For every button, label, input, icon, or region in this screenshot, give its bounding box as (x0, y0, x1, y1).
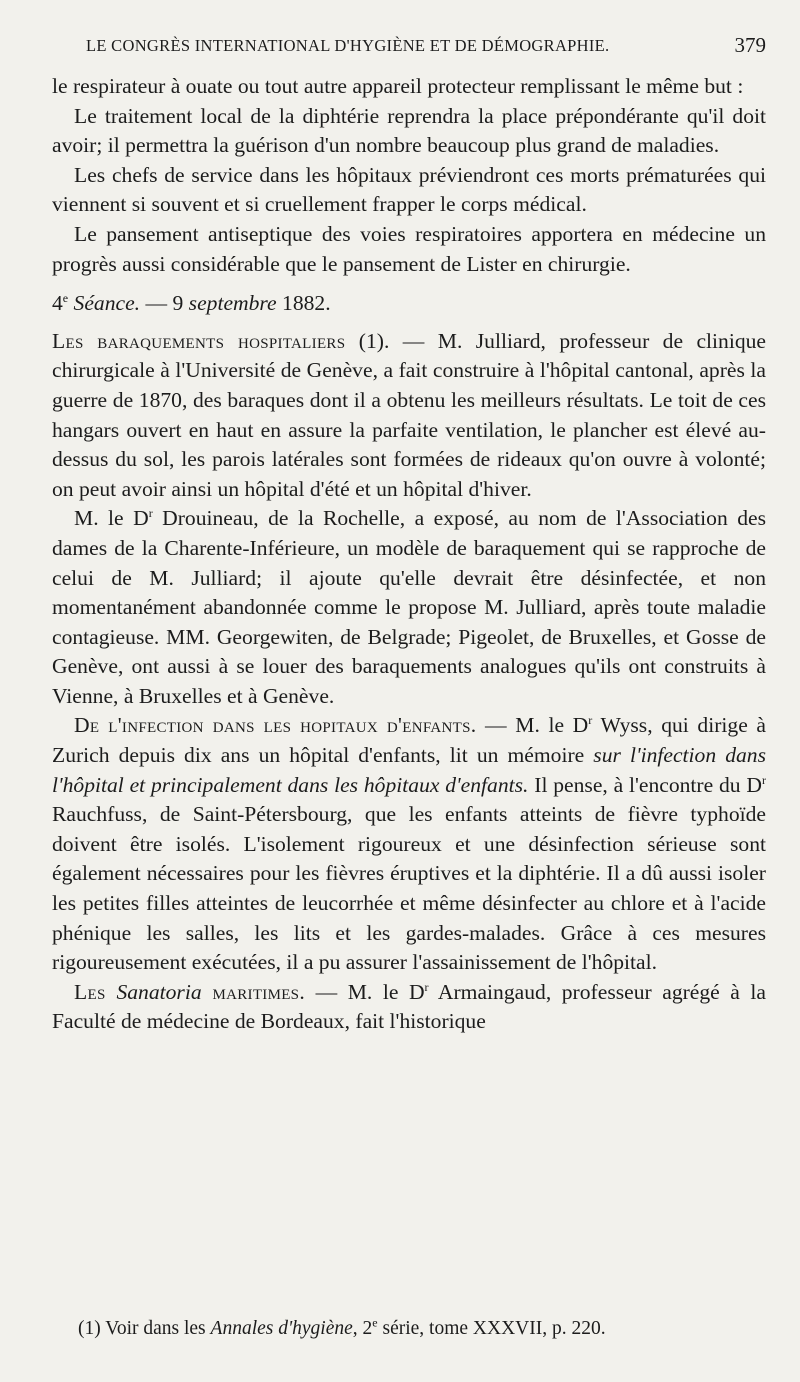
footnote-italic: Annales d'hygiène (210, 1318, 353, 1339)
paragraph-drouineau (52, 504, 766, 711)
drouineau-a: M. le D (74, 506, 149, 531)
section-title-baraquements: Les baraquements hospitaliers (52, 328, 346, 353)
paragraph-sanatoria (52, 978, 766, 1037)
seance-heading (52, 289, 766, 319)
running-title: LE CONGRÈS INTERNATIONAL D'HYGIÈNE ET DE DÉMOGRAPHIE. (86, 36, 610, 55)
drouineau-sup: r (148, 506, 153, 521)
seance-month: septembre (188, 291, 277, 316)
infection-sup2: r (762, 772, 766, 787)
seance-label: Séance. (73, 291, 141, 316)
sanatoria-a: — M. le D (305, 979, 425, 1004)
page-number: 379 (734, 33, 766, 57)
body-text (52, 72, 766, 1037)
sanatoria-italic: Sanatoria (116, 979, 202, 1004)
infection-a: — M. le D (476, 713, 589, 738)
seance-number: 4 (52, 291, 63, 316)
sanatoria-les: Les (74, 979, 117, 1004)
paragraph-1: le respirateur à ouate ou tout autre appareil protecteur remplissant le même but : (52, 74, 744, 98)
paragraph-3: Les chefs de service dans les hôpitaux préviendront ces morts prématurées qui viennent si souvent et si cruellement frapper le corps médical. (52, 162, 766, 217)
paragraph-infection (52, 711, 766, 977)
paragraph-2: Le traitement local de la diphtérie reprendra la place prépondérante qu'il doit avoir; il permettra la guérison d'un nombre beaucoup plus grand de maladies. (52, 103, 766, 158)
paragraph-baraquements (52, 327, 766, 505)
drouineau-b: Drouineau, de la Rochelle, a exposé, au nom de l'Association des dames de la Charente-Inférieure, un modèle de baraquement qui se rapproche de celui de M. Julliard; il ajoute qu'elle devrait être désinfectée, et non momentanément abandonnée comme le propose M. Julliard, après toute maladie contagieuse. MM. Georgewiten, de Belgrade; Pigeolet, de Bruxelles, et Gosse de Genève, ont aussi à se louer des baraquements analogues qu'ils ont construits à Vienne, à Bruxelles et à Genève. (52, 506, 767, 708)
footnote-a: (1) Voir dans les (78, 1318, 211, 1339)
infection-italic: sur l'infection dans l'hôpital et principalement dans les hôpitaux d'enfants. (52, 743, 766, 797)
infection-c: Il pense, à l'encontre du D (528, 772, 762, 797)
footnote-b: , 2 (352, 1318, 373, 1339)
footnote (78, 1315, 768, 1340)
sanatoria-sc: maritimes. (201, 979, 306, 1004)
footnote-sup: e (372, 1315, 378, 1330)
sanatoria-b: Armaingaud, professeur agrégé à la Faculté de médecine de Bordeaux, fait l'historique (52, 979, 767, 1034)
footnote-c: série, tome XXXVII, p. 220. (377, 1318, 606, 1339)
seance-year: 1882. (276, 291, 331, 316)
paragraph-4: Le pansement antiseptique des voies respiratoires apportera en médecine un progrès aussi considérable que le pansement de Lister en chirurgie. (52, 221, 766, 276)
infection-d: Rauchfuss, de Saint-Pétersbourg, que les enfants atteints de fièvre typhoïde doivent être isolés. L'isolement rigoureux et une désinfection sérieuse sont également nécessaires pour les fièvres éruptives et la diphtérie. Il a dû aussi isoler les petites filles atteintes de leucorrhée et même désinfecter au chlore et à l'acide phénique les salles, les lits et les gardes-malades. Grâce à ces mesures rigoureusement exécutées, il a pu assurer l'assainissement de l'hôpital. (52, 802, 766, 975)
infection-sup1: r (588, 713, 593, 728)
infection-b: Wyss, qui dirige à Zurich depuis dix ans un hôpital d'enfants, lit un mémoire (52, 713, 766, 768)
baraquements-text: (1). — M. Julliard, professeur de clinique chirurgicale à l'Université de Genève, a fait construire à l'hôpital cantonal, après la guerre de 1870, des baraques dont il a obtenu les meilleurs résultats. Le toit de ces hangars ouvert en haut en assure la parfaite ventilation, le plancher est élevé au-dessus du sol, les parois latérales sont formées de rideaux qu'on ouvre à volonté; on peut avoir ainsi un hôpital d'été et un hôpital d'hiver. (52, 328, 767, 501)
sanatoria-sup: r (424, 979, 429, 994)
section-title-infection: De l'infection dans les hopitaux d'enfants. (74, 713, 477, 738)
seance-sup: e (62, 290, 69, 305)
running-header (86, 33, 766, 57)
seance-dash: — 9 (140, 291, 189, 316)
